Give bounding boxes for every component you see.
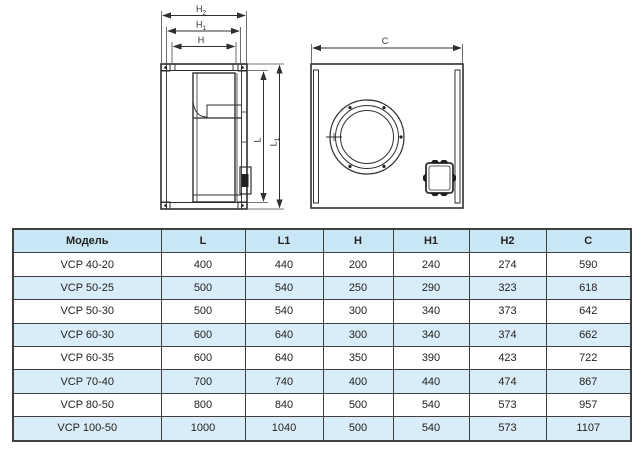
side-view-casing: [161, 64, 247, 209]
front-view: [311, 64, 463, 208]
dimension-labels: [196, 4, 389, 146]
table-header-row: [13, 229, 631, 253]
dim-label-c: C: [381, 36, 389, 46]
col-header-l: L: [161, 229, 245, 253]
col-header-h1: H1: [393, 229, 469, 253]
col-header-l1: L1: [245, 229, 323, 253]
table-row: VCP 100-50 1000 1040 500 540 573 1107: [13, 417, 631, 441]
model-cell: VCP 60-30: [13, 323, 161, 346]
dim-label-l: L: [252, 137, 263, 143]
col-header-h: H: [323, 229, 393, 253]
col-header-model: Модель: [13, 229, 161, 253]
col-header-c: C: [546, 229, 631, 253]
model-cell: VCP 100-50: [13, 417, 161, 441]
dim-label-h1: $H_1$: [195, 19, 207, 32]
table-row: VCP 70-40 700 740 400 440 474 867: [13, 370, 631, 393]
table-row: VCP 50-25 500 540 250 290 323 618: [13, 276, 631, 299]
table-row: VCP 40-20 400 440 200 240 274 590: [13, 253, 631, 276]
fan-housing: [193, 73, 246, 202]
dim-label-l1: $L_1$: [268, 137, 281, 147]
inlet-flange: [326, 100, 404, 174]
table-row: VCP 80-50 800 840 500 540 573 957: [13, 393, 631, 416]
model-cell: VCP 80-50: [13, 393, 161, 416]
flange-bolt-holes: [348, 106, 402, 168]
model-cell: VCP 70-40: [13, 370, 161, 393]
model-cell: VCP 40-20: [13, 253, 161, 276]
model-cell: VCP 50-30: [13, 300, 161, 323]
dim-label-h: H: [197, 35, 205, 45]
terminal-box-front: [423, 160, 456, 196]
model-cell: VCP 60-35: [13, 346, 161, 369]
table-row: VCP 50-30 500 540 300 340 373 642: [13, 300, 631, 323]
table-row: VCP 60-30 600 640 300 340 374 662: [13, 323, 631, 346]
col-header-h2: H2: [469, 229, 546, 253]
side-view: [161, 64, 251, 209]
corner-brackets: [161, 64, 247, 209]
table-row: VCP 60-35 600 640 350 390 423 722: [13, 346, 631, 369]
dim-label-h2: $H_2$: [195, 4, 207, 17]
model-cell: VCP 50-25: [13, 276, 161, 299]
dimensions-table: [12, 228, 632, 442]
